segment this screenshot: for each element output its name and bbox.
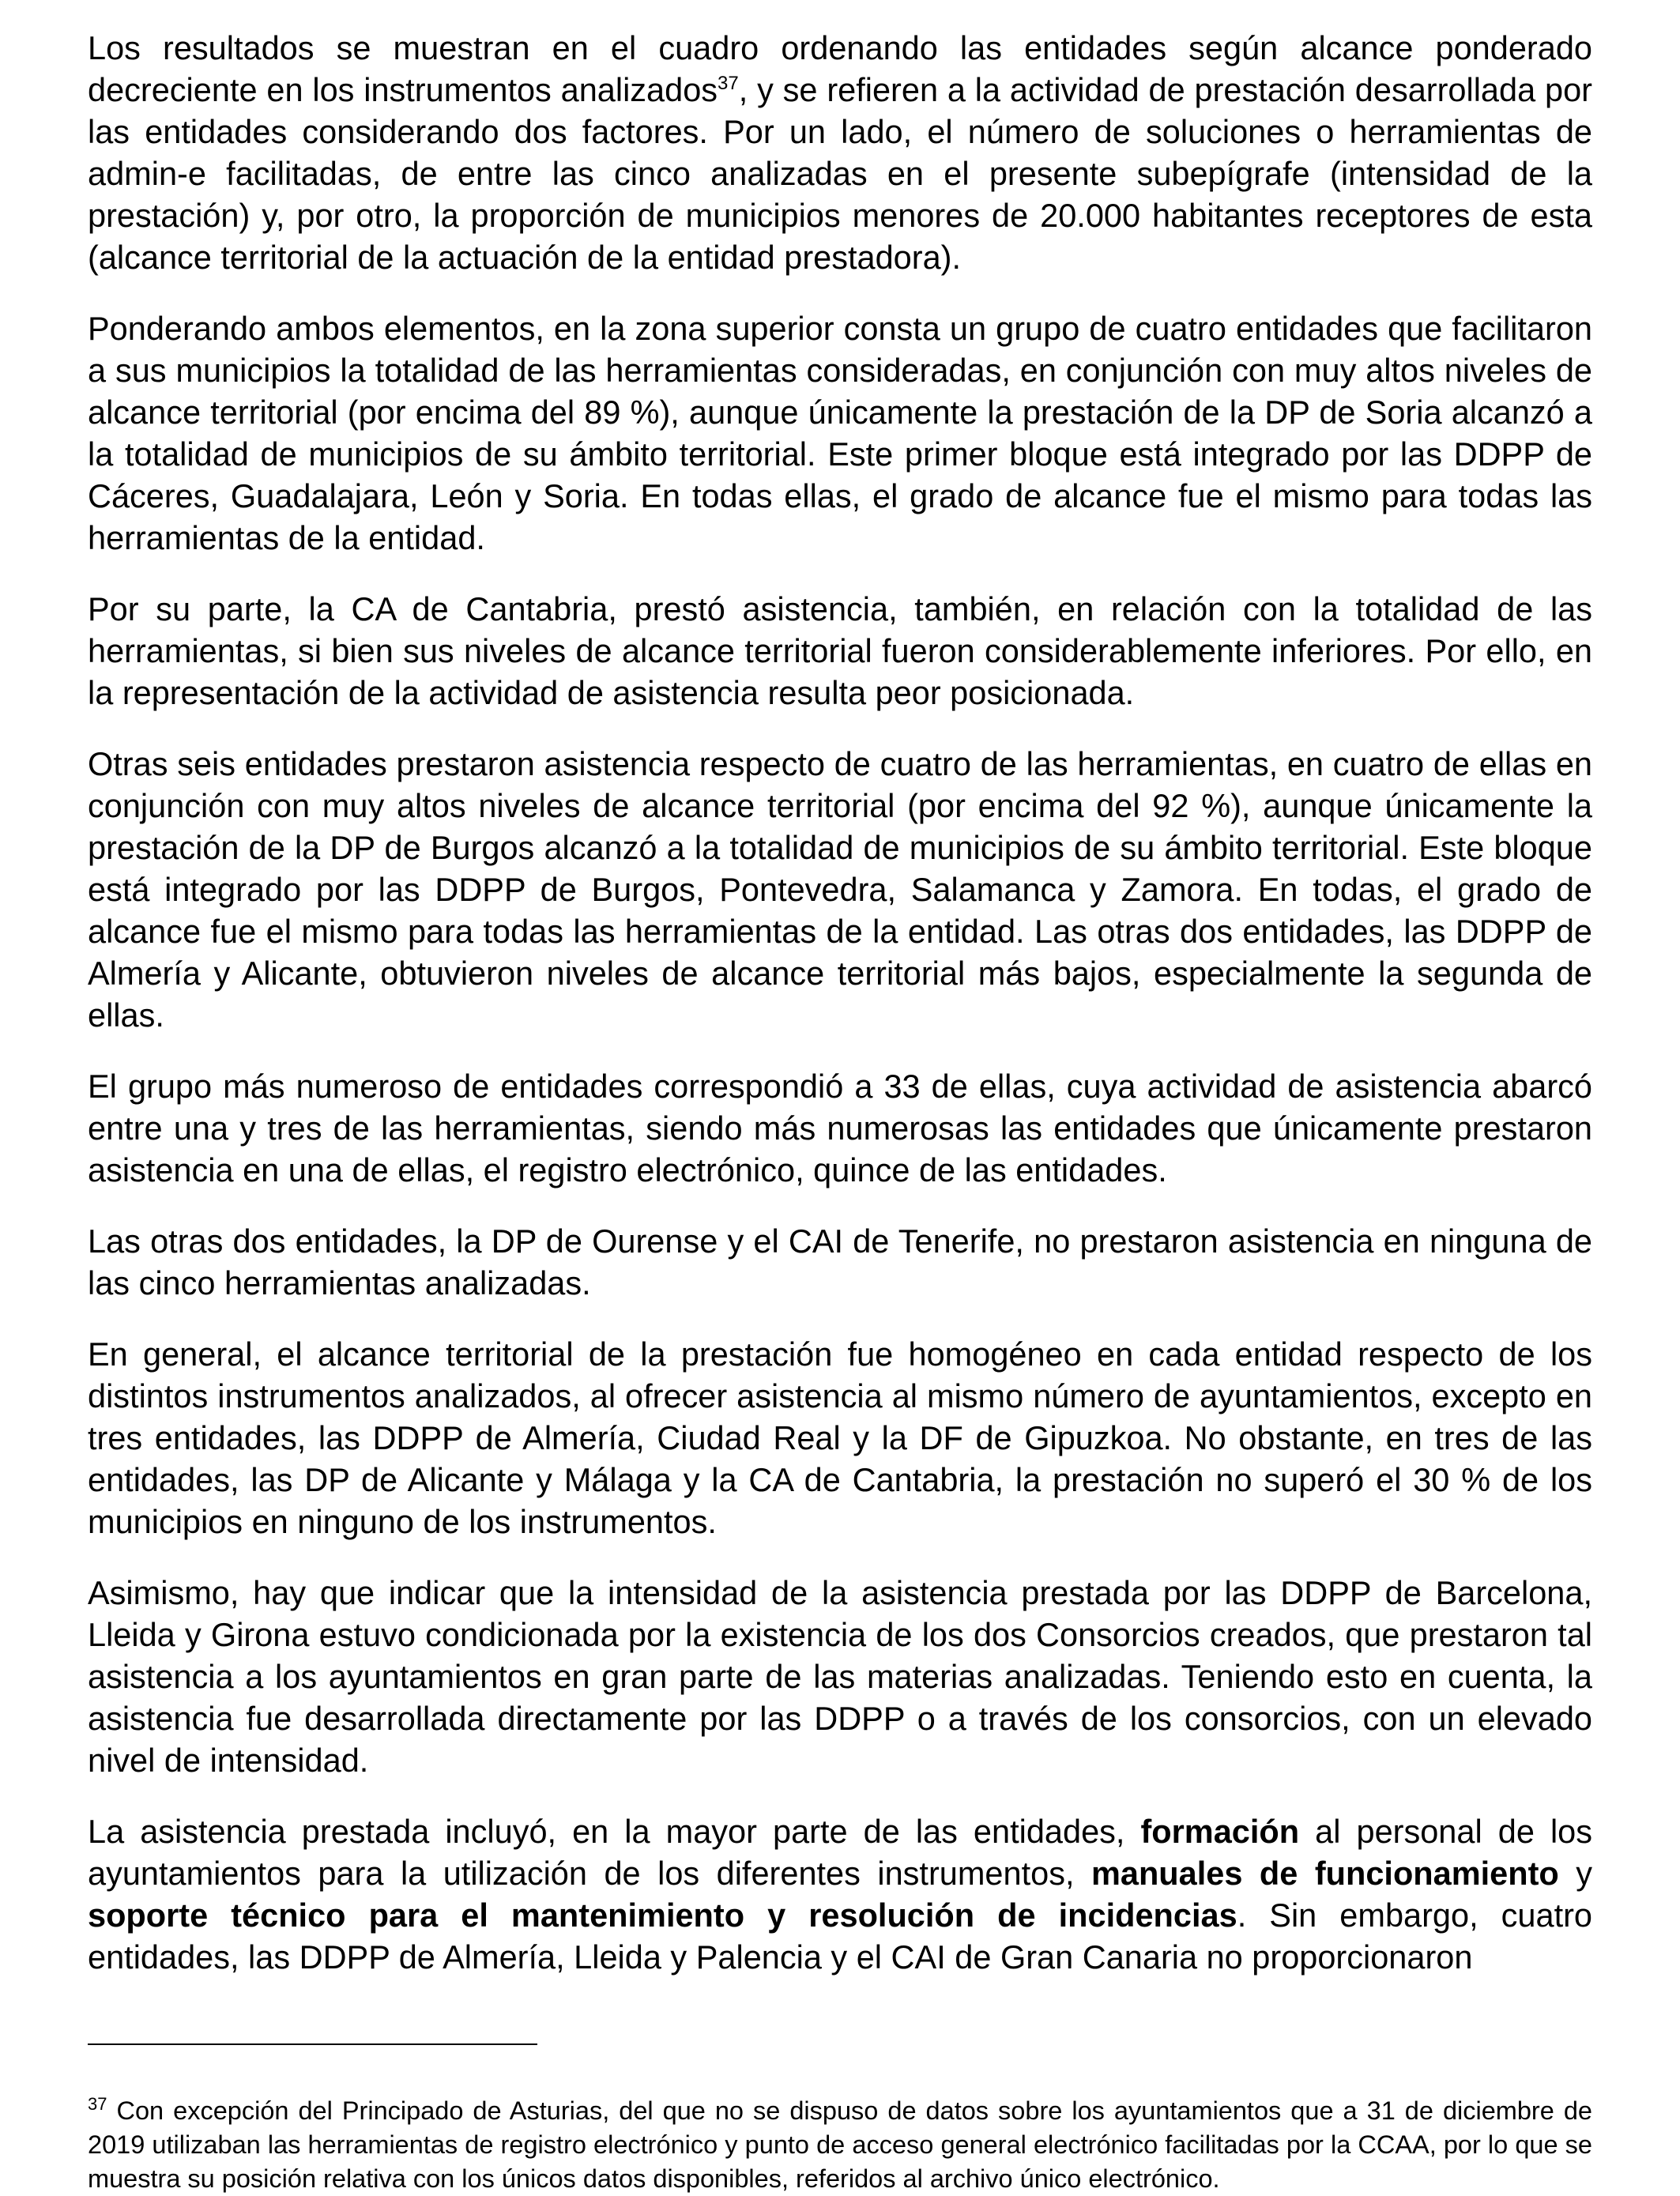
paragraph-4: Otras seis entidades prestaron asistencia respecto de cuatro de las herramientas, en cuatro de ellas en conjunción con muy altos niveles de alcance territorial (por encima del 92 %), aunque únicamente la prestación de la DP de Burgos alcanzó a la totalidad de municipios de su ámbito territorial. Este bloque está integrado por las DDPP de Burgos, Pontevedra, Salamanca y Zamora. En todas, el grado de alcance fue el mismo para todas las herramientas de la entidad. Las otras dos entidades, las DDPP de Almería y Alicante, obtuvieron niveles de alcance territorial más bajos, especialmente la segunda de ellas. <box>88 745 1592 1034</box>
paragraph-6: Las otras dos entidades, la DP de Ourense y el CAI de Tenerife, no prestaron asistencia en ninguna de las cinco herramientas analizadas. <box>88 1222 1592 1301</box>
document-body <box>88 27 1592 2007</box>
bold-term-manuales: manuales de funcionamiento <box>1090 1855 1559 1892</box>
footnote-37 <box>88 2094 1592 2196</box>
paragraph-9-text-2: al personal de los ayuntamientos para la utilización de los diferentes instrumentos, <box>88 1813 1592 1892</box>
paragraph-8: Asimismo, hay que indicar que la intensidad de la asistencia prestada por las DDPP de Barcelona, Lleida y Girona estuvo condicionada por la existencia de los dos Consorcios creados, que prestaron tal asistencia a los ayuntamientos en gran parte de las materias analizadas. Teniendo esto en cuenta, la asistencia fue desarrollada directamente por las DDPP o a través de los consorcios, con un elevado nivel de intensidad. <box>88 1574 1592 1779</box>
paragraph-9-text-3: y <box>1558 1855 1593 1892</box>
paragraph-1-text-start: Los resultados se muestran en el cuadro ordenando las entidades según alcance ponderado decreciente en los instrumentos analizados <box>88 29 1592 108</box>
bold-term-soporte-tecnico: soporte técnico para el mantenimiento y resolución de incidencias <box>88 1897 1237 1934</box>
footnote-number: 37 <box>88 2094 107 2115</box>
paragraph-2: Ponderando ambos elementos, en la zona superior consta un grupo de cuatro entidades que facilitaron a sus municipios la totalidad de las herramientas consideradas, en conjunción con muy altos niveles de alcance territorial (por encima del 89 %), aunque únicamente la prestación de la DP de Soria alcanzó a la totalidad de municipios de su ámbito territorial. Este primer bloque está integrado por las DDPP de Cáceres, Guadalajara, León y Soria. En todas ellas, el grado de alcance fue el mismo para todas las herramientas de la entidad. <box>88 310 1592 556</box>
bold-term-formacion: formación <box>1140 1813 1300 1850</box>
paragraph-9 <box>88 1810 1592 1978</box>
paragraph-9-text-1: La asistencia prestada incluyó, en la mayor parte de las entidades, <box>88 1813 1141 1850</box>
paragraph-1 <box>88 27 1592 278</box>
paragraph-3: Por su parte, la CA de Cantabria, prestó asistencia, también, en relación con la totalidad de las herramientas, si bien sus niveles de alcance territorial fueron considerablemente inferiores. Por ello, en la representación de la actividad de asistencia resulta peor posicionada. <box>88 590 1592 711</box>
footnote-text: Con excepción del Principado de Asturias, del que no se dispuso de datos sobre los ayuntamientos que a 31 de diciembre de 2019 utilizaban las herramientas de registro electrónico y punto de acceso general electrónico facilitadas por la CCAA, por lo que se muestra su posición relativa con los únicos datos disponibles, referidos al archivo único electrónico. <box>88 2096 1592 2193</box>
paragraph-7: En general, el alcance territorial de la prestación fue homogéneo en cada entidad respecto de los distintos instrumentos analizados, al ofrecer asistencia al mismo número de ayuntamientos, excepto en tres entidades, las DDPP de Almería, Ciudad Real y la DF de Gipuzkoa. No obstante, en tres de las entidades, las DP de Alicante y Málaga y la CA de Cantabria, la prestación no superó el 30 % de los municipios en ninguno de los instrumentos. <box>88 1335 1592 1540</box>
paragraph-5: El grupo más numeroso de entidades correspondió a 33 de ellas, cuya actividad de asistencia abarcó entre una y tres de las herramientas, siendo más numerosas las entidades que únicamente prestaron asistencia en una de ellas, el registro electrónico, quince de las entidades. <box>88 1068 1592 1188</box>
paragraph-1-text-end: , y se refieren a la actividad de prestación desarrollada por las entidades considerando dos factores. Por un lado, el número de soluciones o herramientas de admin-e facilitadas, de entre las cinco analizadas en el presente subepígrafe (intensidad de la prestación) y, por otro, la proporción de municipios menores de 20.000 habitantes receptores de esta (alcance territorial de la actuación de la entidad prestadora). <box>88 71 1592 276</box>
footnote-separator <box>88 2043 537 2045</box>
footnote-reference-37[interactable]: 37 <box>718 73 739 95</box>
paragraph-9-text-4: . Sin embargo, cuatro entidades, las DDPP de Almería, Lleida y Palencia y el CAI de Gran Canaria no proporcionaron <box>88 1897 1593 1976</box>
